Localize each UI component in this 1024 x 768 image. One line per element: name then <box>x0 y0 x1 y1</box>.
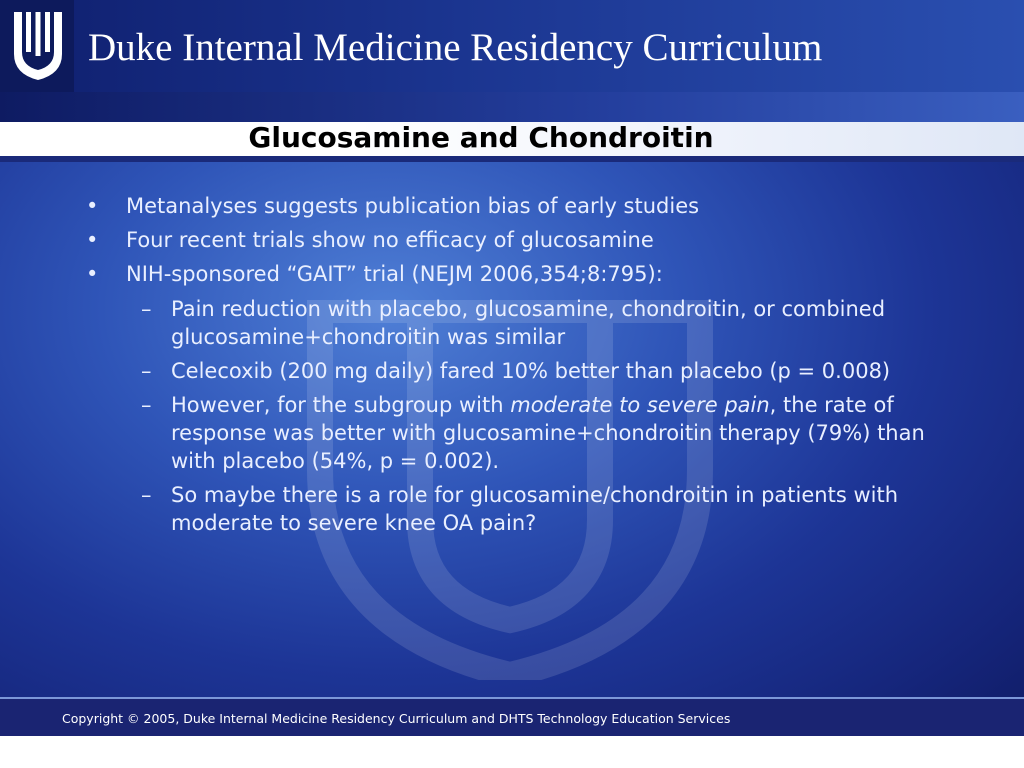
bullet-text: NIH-sponsored “GAIT” trial (NEJM 2006,354;8:795): <box>126 262 663 286</box>
sub-bullet-marker: – <box>141 297 152 321</box>
bullet-marker: • <box>86 228 99 252</box>
bullet-item <box>86 193 976 220</box>
sub-bullet-text-after: , the rate of response was better with glucosamine+chondroitin therapy (79%) than with placebo (54%, p = 0.002). <box>171 393 925 473</box>
sub-bullet-text: Pain reduction with placebo, glucosamine, chondroitin, or combined glucosamine+chondroitin was similar <box>171 297 886 349</box>
bullet-text: Four recent trials show no efficacy of glucosamine <box>126 228 654 252</box>
sub-bullet-item <box>86 357 976 385</box>
sub-bullet-text: So maybe there is a role for glucosamine/chondroitin in patients with moderate to severe knee OA pain? <box>171 483 899 535</box>
bullet-marker: • <box>86 262 99 286</box>
sub-bullet-text-before: However, for the subgroup with <box>171 393 511 417</box>
slide-content <box>86 193 976 543</box>
sub-bullet-marker: – <box>141 483 152 507</box>
bullet-text: Metanalyses suggests publication bias of early studies <box>126 194 700 218</box>
header-title: Duke Internal Medicine Residency Curriculum <box>88 26 823 69</box>
sub-bullet-item <box>86 481 976 537</box>
sub-bullet-marker: – <box>141 359 152 383</box>
header-bar <box>0 0 1024 92</box>
copyright-text: Copyright © 2005, Duke Internal Medicine Residency Curriculum and DHTS Technology Education Services <box>62 711 731 726</box>
bullet-item <box>86 227 976 254</box>
sub-bullet-text: Celecoxib (200 mg daily) fared 10% better than placebo (p = 0.008) <box>171 359 891 383</box>
title-bar-divider <box>0 156 1024 162</box>
sub-bullet-text-emphasis: moderate to severe pain <box>510 393 770 417</box>
bullet-marker: • <box>86 194 99 218</box>
sub-bullet-item <box>86 295 976 351</box>
duke-shield-logo-icon <box>0 0 74 92</box>
bullet-item <box>86 261 976 288</box>
sub-bullet-marker: – <box>141 393 152 417</box>
sub-bullet-item <box>86 391 976 475</box>
slide-title: Glucosamine and Chondroitin <box>248 121 714 154</box>
header-band <box>0 92 1024 122</box>
